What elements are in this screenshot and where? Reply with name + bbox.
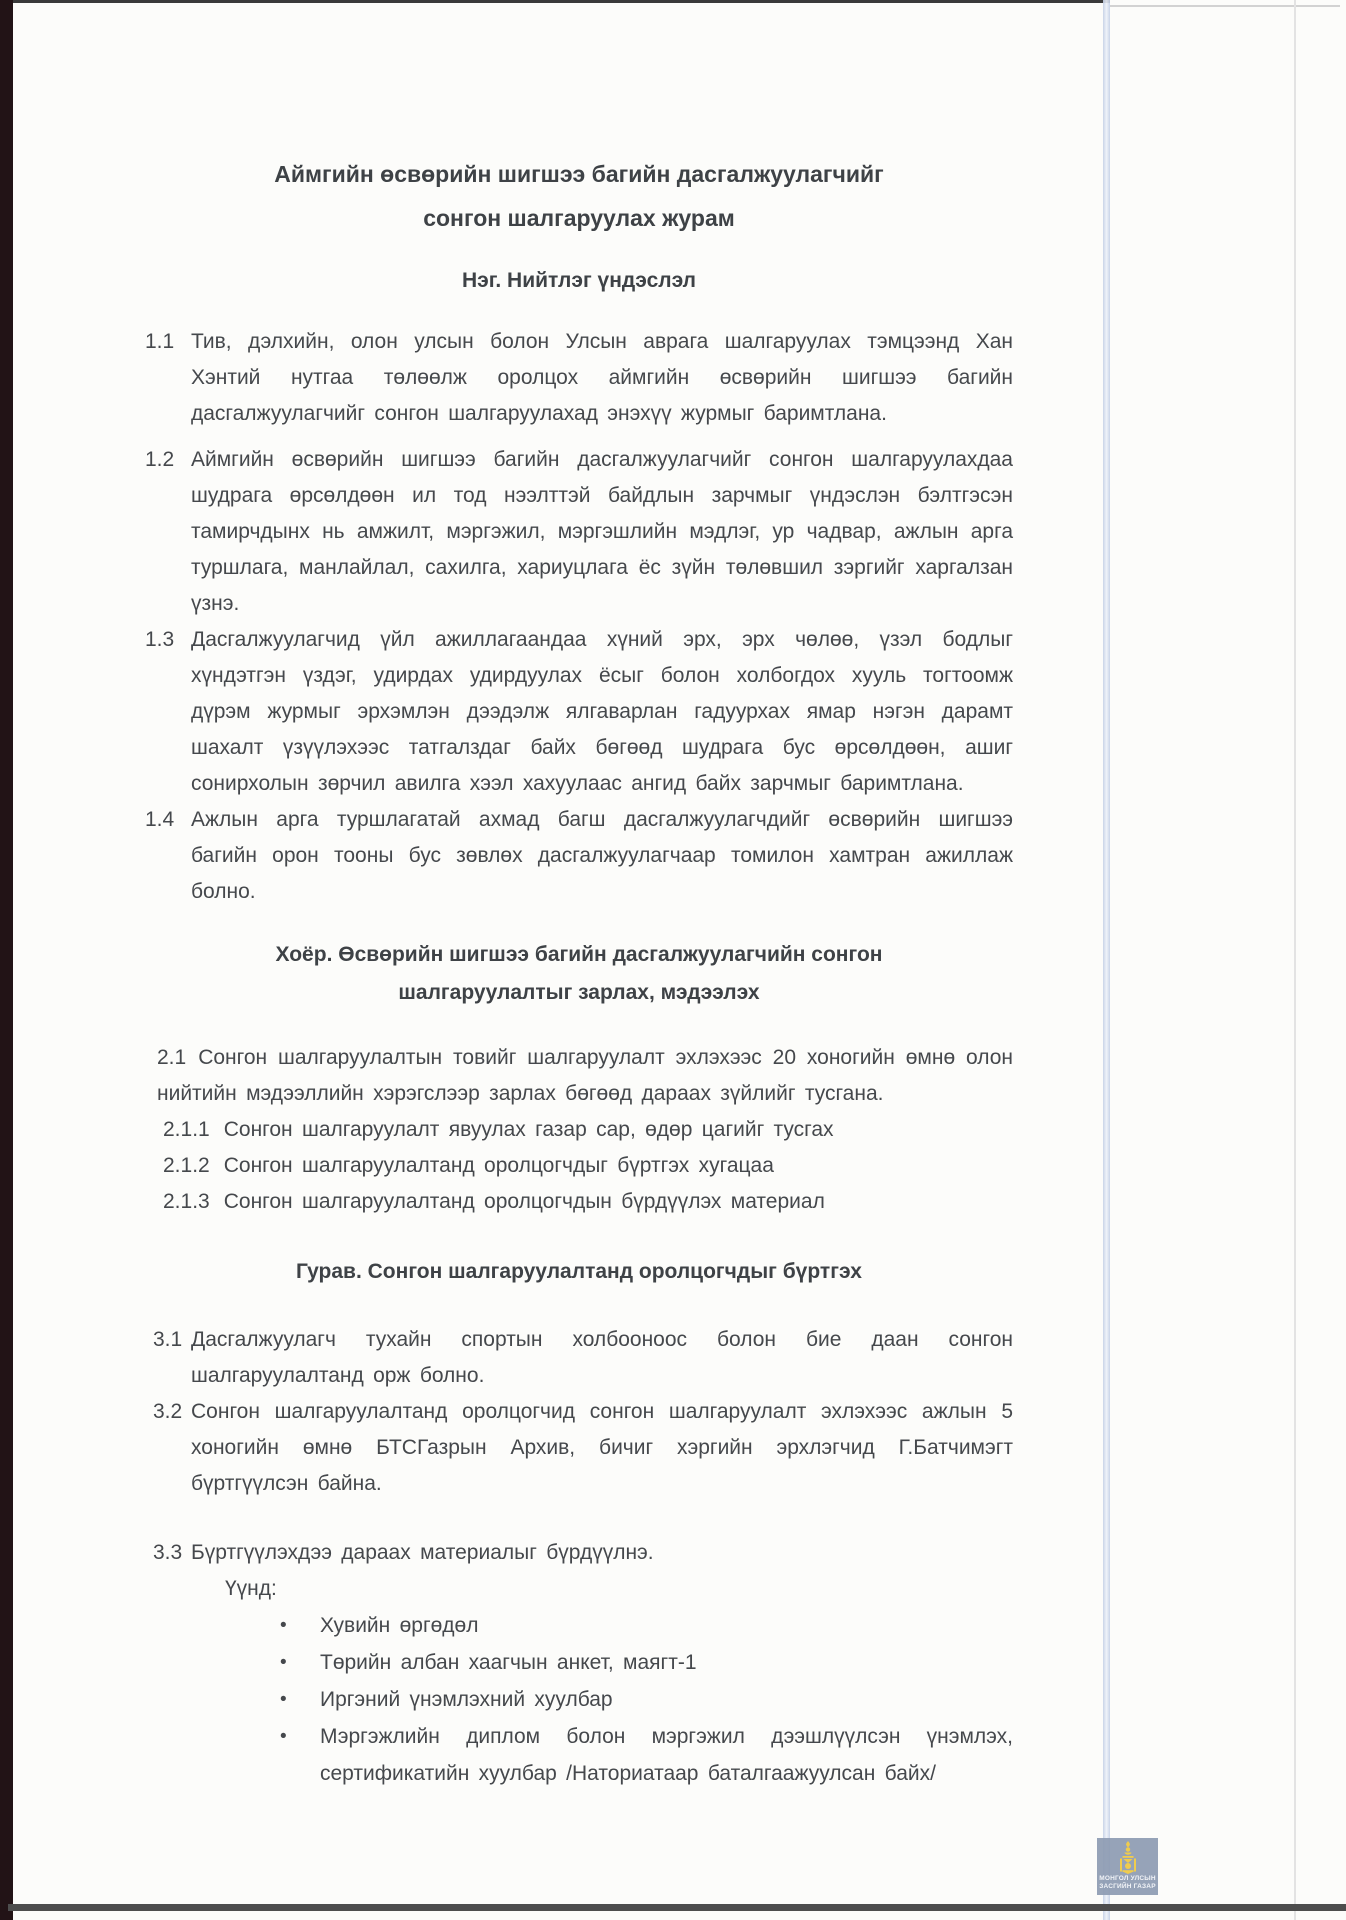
clause-2-1-1-text: Сонгон шалгаруулалт явуулах газар сар, өдөр цагийг тусгах <box>223 1118 834 1141</box>
soyombo-icon <box>1116 1841 1140 1875</box>
section2-heading-line2: шалгаруулалтыг зарлах, мэдээлэх <box>398 981 760 1004</box>
clause-1-4 <box>145 802 1013 910</box>
clause-2-1-3-number: 2.1.3 <box>163 1190 210 1213</box>
page-fold-line <box>1103 0 1110 1920</box>
list-item <box>145 1681 1013 1718</box>
list-item-text: Иргэний үнэмлэхний хуулбар <box>320 1688 613 1711</box>
section2-heading-line1: Хоёр. Өсвөрийн шигшээ багийн дасгалжуулагчийн сонгон <box>275 943 883 966</box>
list-item <box>145 1644 1013 1681</box>
logo-text-line1: МОНГОЛ УЛСЫН <box>1099 1875 1156 1882</box>
clause-3-1-text: Дасгалжуулагч тухайн спортын холбооноос болон бие даан сонгон шалгаруулалтанд орж болно. <box>191 1328 1013 1387</box>
clause-1-2 <box>145 442 1013 622</box>
government-watermark-logo <box>1097 1838 1158 1895</box>
clause-2-1-3-text: Сонгон шалгаруулалтанд оролцогчдын бүрдүүлэх материал <box>223 1190 825 1213</box>
document-title-line2: сонгон шалгаруулах журам <box>423 205 735 231</box>
section1-heading: Нэг. Нийтлэг үндэслэл <box>461 269 697 292</box>
scan-left-edge <box>0 0 13 1920</box>
materials-list-label: Үүнд: <box>225 1577 277 1600</box>
bullet-icon: • <box>280 1615 287 1636</box>
clause-1-2-text: Аймгийн өсвөрийн шигшээ багийн дасгалжуулагчийг сонгон шалгаруулахдаа шудрага өрсөлдөөн ил тод нээлттэй байдлын зарчмыг үндэслэн бэлтгэсэн тамирчдынх нь амжилт, мэргэжил, мэргэшлийн мэдлэг, ур чадвар, ажлын арга туршлага, манлайлал, сахилга, хариуцлага ёс зүйн төлөвшил зэргийг харгалзан үзнэ. <box>191 448 1013 615</box>
logo-text-line2: ЗАСГИЙН ГАЗАР <box>1099 1882 1156 1890</box>
scan-bottom-edge <box>8 1904 1346 1911</box>
bullet-icon: • <box>280 1689 287 1710</box>
clause-1-3-text: Дасгалжуулагчид үйл ажиллагаандаа хүний эрх, эрх чөлөө, үзэл бодлыг хүндэтгэн үздэг, удирдах удирдуулах ёсыг болон холбогдох хууль тогтоомж дүрэм журмыг эрхэмлэн дээдэлж ялгаварлан гадуурхах ямар нэгэн дарамт шахалт үзүүлэхээс татгалздаг байх бөгөөд шудрага бус өрсөлдөөн, ашиг сонирхолын зөрчил авилга хээл хахуулаас ангид байх зарчмыг баримтлана. <box>191 628 1013 795</box>
clause-2-1-1 <box>163 1112 1013 1148</box>
clause-3-1-number: 3.1 <box>153 1328 183 1351</box>
section2-heading <box>145 936 1013 1012</box>
list-item-text: Төрийн албан хаагчын анкет, маягт-1 <box>320 1651 697 1674</box>
clause-2-1-text: Сонгон шалгаруулалтын товийг шалгаруулалт эхлэхээс 20 хоногийн өмнө олон нийтийн мэдээллийн хэрэгслээр зарлах бөгөөд дараах зүйлийг тусгана. <box>157 1046 1013 1105</box>
clause-1-1-number: 1.1 <box>145 330 175 353</box>
scan-top-edge-right <box>1110 5 1340 7</box>
clause-2-1-1-number: 2.1.1 <box>163 1118 210 1141</box>
clause-3-1 <box>153 1322 1013 1394</box>
clause-1-3-number: 1.3 <box>145 628 175 651</box>
list-item-text: Мэргэжлийн диплом болон мэргэжил дээшлүүлсэн үнэмлэх, сертификатийн хуулбар /Наториатаар баталгаажуулсан байх/ <box>320 1725 1013 1785</box>
clause-2-1-number: 2.1 <box>157 1046 187 1069</box>
clause-1-1 <box>145 324 1013 432</box>
clause-1-4-text: Ажлын арга туршлагатай ахмад багш дасгалжуулагчдийг өсвөрийн шигшээ багийн орон тооны бус зөвлөх дасгалжуулагчаар томилон хамтран ажиллаж болно. <box>191 808 1013 903</box>
clause-1-1-text: Тив, дэлхийн, олон улсын болон Улсын аврага шалгаруулах тэмцээнд Хан Хэнтий нутгаа төлөөлж оролцох аймгийн өсвөрийн шигшээ багийн дасгалжуулагчийг сонгон шалгаруулахад энэхүү журмыг баримтлана. <box>191 330 1013 425</box>
document-title <box>145 152 1013 240</box>
page-crease-line <box>1294 0 1296 1920</box>
clause-2-1-2-text: Сонгон шалгаруулалтанд оролцогчдыг бүртгэх хугацаа <box>223 1154 774 1177</box>
document-body <box>145 0 1013 1792</box>
list-item <box>145 1607 1013 1644</box>
clause-3-2 <box>153 1394 1013 1502</box>
clause-3-3 <box>153 1535 1013 1571</box>
clause-1-2-number: 1.2 <box>145 448 175 471</box>
clause-2-1 <box>157 1040 1013 1112</box>
clause-1-4-number: 1.4 <box>145 808 175 831</box>
list-item <box>145 1718 1013 1792</box>
bullet-icon: • <box>280 1652 287 1673</box>
list-item-text: Хувийн өргөдөл <box>320 1614 479 1637</box>
clause-2-1-2-number: 2.1.2 <box>163 1154 210 1177</box>
bullet-icon: • <box>280 1726 287 1747</box>
document-title-line1: Аймгийн өсвөрийн шигшээ багийн дасгалжуулагчийг <box>274 161 884 187</box>
materials-bullet-list <box>145 1607 1013 1792</box>
clause-3-2-number: 3.2 <box>153 1400 183 1423</box>
clause-3-2-text: Сонгон шалгаруулалтанд оролцогчид сонгон шалгаруулалт эхлэхээс ажлын 5 хоногийн өмнө БТСГазрын Архив, бичиг хэргийн эрхлэгчид Г.Батчимэгт бүртгүүлсэн байна. <box>191 1400 1013 1495</box>
government-logo-text <box>1099 1875 1156 1890</box>
section3-heading: Гурав. Сонгон шалгаруулалтанд оролцогчдыг бүртгэх <box>296 1260 862 1283</box>
clause-1-3 <box>145 622 1013 802</box>
clause-3-3-text: Бүртгүүлэхдээ дараах материалыг бүрдүүлнэ. <box>191 1541 654 1564</box>
clause-2-1-3 <box>163 1184 1013 1220</box>
clause-3-3-number: 3.3 <box>153 1541 183 1564</box>
clause-2-1-2 <box>163 1148 1013 1184</box>
